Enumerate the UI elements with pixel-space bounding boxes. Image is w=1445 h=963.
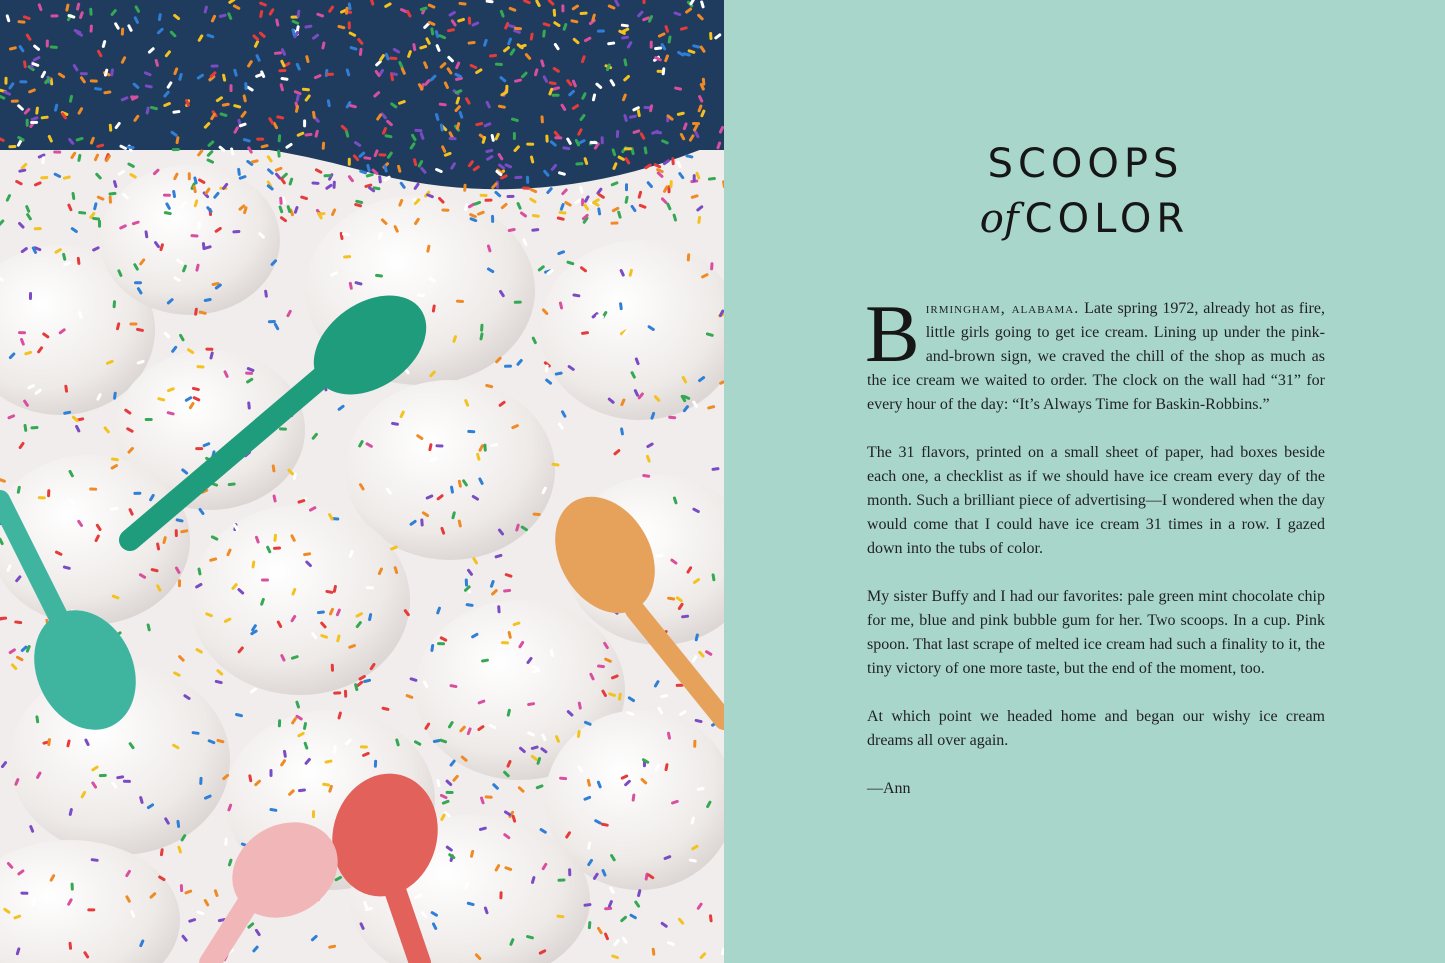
sprinkle (463, 184, 467, 192)
sprinkle (687, 253, 691, 261)
sprinkle (604, 907, 612, 911)
sprinkle (134, 281, 142, 284)
sprinkle (552, 94, 560, 97)
sprinkle (495, 63, 503, 67)
sprinkle (53, 151, 61, 154)
sprinkle (513, 132, 516, 140)
sprinkle (322, 142, 326, 150)
sprinkle (279, 197, 283, 205)
sprinkle (178, 579, 181, 587)
sprinkle (190, 234, 198, 238)
sprinkle (80, 72, 88, 75)
sprinkle (366, 586, 374, 589)
sprinkle (624, 147, 632, 150)
sprinkle (499, 891, 502, 899)
scoop (100, 165, 280, 315)
paragraph-2: The 31 flavors, printed on a small sheet of paper, had boxes beside each one, a checklist as if we should have ice cream every day of the month. Such a brilliant piece of advertising—I wondered when the day would come that I could have ice cream 31 times in a row. I gazed down into the tubs of color. (867, 444, 1325, 557)
sprinkle (89, 8, 93, 16)
sprinkle (34, 227, 42, 230)
sprinkle (514, 176, 522, 180)
chapter-title (724, 140, 1445, 255)
sprinkle (580, 12, 588, 16)
sprinkle (312, 810, 315, 818)
sprinkle (8, 145, 16, 148)
sprinkle (326, 73, 334, 76)
sprinkle (465, 578, 468, 586)
sprinkle (98, 220, 101, 228)
sprinkle (506, 195, 514, 198)
sprinkle (446, 791, 454, 794)
sprinkle (195, 447, 203, 450)
sprinkle (232, 230, 240, 234)
sprinkle (50, 14, 58, 17)
sprinkle (348, 21, 351, 29)
sprinkle (123, 780, 131, 783)
sprinkle (693, 740, 696, 748)
sprinkle (575, 162, 583, 166)
paragraph-1 (865, 288, 1325, 417)
sprinkle (414, 129, 422, 132)
sprinkle (172, 148, 180, 151)
drop-cap: B (865, 288, 920, 379)
sprinkle (270, 769, 273, 777)
signature: —Ann (867, 780, 911, 797)
sprinkle (4, 77, 7, 85)
sprinkle (522, 186, 530, 189)
sprinkle (597, 30, 605, 33)
sprinkle (693, 174, 696, 182)
sprinkle (109, 196, 113, 204)
paragraph-1-text: Late spring 1972, already hot as fire, little girls going to get ice cream. Lining up under the pink-and-brown sign, we craved the chill of the shop as much as the ice cream we waited to order. The clock on the wall had “31” for every hour of the day: “It’s Always Time for Baskin-Robbins.” (867, 300, 1325, 413)
sprinkle (273, 546, 281, 550)
sprinkle (230, 84, 233, 92)
sprinkle (188, 172, 191, 180)
sprinkle (480, 194, 488, 197)
sprinkle (333, 691, 341, 694)
text-page (724, 0, 1445, 963)
sprinkle (175, 529, 178, 537)
sprinkle (70, 883, 73, 891)
sprinkle (504, 365, 512, 368)
sprinkle (343, 255, 351, 259)
sprinkle (89, 487, 97, 490)
sprinkle (121, 28, 125, 36)
sprinkle (197, 221, 201, 229)
paragraph-3: My sister Buffy and I had our favorites: pale green mint chocolate chip for me, blue and pink bubble gum for her. Two scoops. In a cup. Pink spoon. That last scrape of melted ice cream had such a finality to it, the tiny victory of one more taste, but the end of the moment, too. (867, 588, 1325, 677)
sprinkle (610, 221, 618, 224)
sprinkle (279, 427, 287, 430)
sprinkle (47, 489, 50, 497)
sprinkle (30, 121, 38, 124)
scoop (190, 505, 410, 695)
sprinkle (449, 137, 457, 140)
sprinkle (332, 181, 335, 189)
sprinkle (129, 322, 137, 325)
sprinkle (348, 158, 351, 166)
sprinkle (18, 331, 26, 334)
sprinkle (278, 719, 281, 727)
title-of: of (979, 196, 1019, 242)
sprinkle (625, 183, 628, 191)
sprinkle (601, 136, 604, 144)
sprinkle (29, 292, 32, 300)
sprinkle (467, 430, 475, 434)
sprinkle (244, 82, 247, 90)
sprinkle (545, 135, 548, 143)
sprinkle (245, 371, 253, 374)
sprinkle (344, 690, 347, 698)
sprinkle (50, 45, 58, 49)
sprinkle (46, 39, 49, 47)
sprinkle (374, 760, 377, 768)
sprinkle (89, 25, 93, 33)
sprinkle (180, 884, 183, 892)
sprinkle (710, 262, 714, 270)
paragraph-4: At which point we headed home and began our wishy ice cream dreams all over again. (867, 708, 1325, 749)
sprinkle (650, 41, 653, 49)
sprinkle (90, 79, 98, 83)
sprinkle (526, 176, 529, 184)
sprinkle (11, 99, 19, 102)
sprinkle (389, 57, 397, 61)
sprinkle (497, 605, 501, 613)
sprinkle (484, 199, 492, 202)
sprinkle (491, 215, 494, 223)
sprinkle (360, 745, 368, 748)
sprinkle (480, 324, 484, 332)
sprinkle (87, 908, 95, 911)
sprinkle (561, 4, 564, 12)
sprinkle (256, 138, 264, 141)
sprinkle (224, 838, 227, 846)
sprinkle (205, 348, 213, 351)
sprinkle (554, 136, 562, 139)
sprinkle (20, 892, 28, 895)
sprinkle (420, 518, 424, 526)
sprinkle (303, 119, 306, 127)
sprinkle (590, 141, 598, 145)
sprinkle (38, 496, 46, 499)
sprinkle (199, 777, 202, 785)
sprinkle (485, 795, 493, 799)
sprinkle (514, 27, 522, 31)
body-text (865, 288, 1325, 801)
sprinkle (709, 32, 713, 40)
sprinkle (196, 365, 204, 369)
sprinkle (163, 194, 171, 197)
sprinkle (435, 444, 443, 447)
title-line-scoops: SCOOPS (987, 141, 1184, 187)
sprinkle (501, 641, 509, 644)
sprinkle (19, 80, 27, 83)
sprinkle (437, 642, 445, 645)
sprinkle (483, 444, 487, 452)
sprinkle (568, 868, 571, 876)
sprinkle (331, 664, 334, 672)
sprinkle (616, 130, 620, 138)
sprinkle (211, 65, 219, 68)
sprinkle (26, 119, 29, 127)
sprinkle (669, 180, 672, 188)
lead-in-smallcaps: irmingham, alabama. (925, 300, 1080, 317)
sprinkle (268, 320, 276, 323)
sprinkle (278, 69, 286, 72)
sprinkle (323, 174, 331, 177)
sprinkle (133, 492, 141, 495)
sprinkle (378, 153, 386, 156)
sprinkle (261, 579, 269, 582)
sprinkle (540, 115, 544, 123)
sprinkle (514, 301, 522, 304)
sprinkle (557, 878, 565, 881)
sprinkle (526, 143, 534, 146)
sprinkle (505, 85, 508, 93)
title-line-of-color (724, 192, 1445, 255)
sprinkle (468, 17, 472, 25)
sprinkle (145, 418, 153, 421)
sprinkle (99, 774, 107, 778)
sprinkle (441, 208, 449, 211)
sprinkle (311, 181, 319, 185)
title-color: COLOR (1024, 196, 1190, 242)
